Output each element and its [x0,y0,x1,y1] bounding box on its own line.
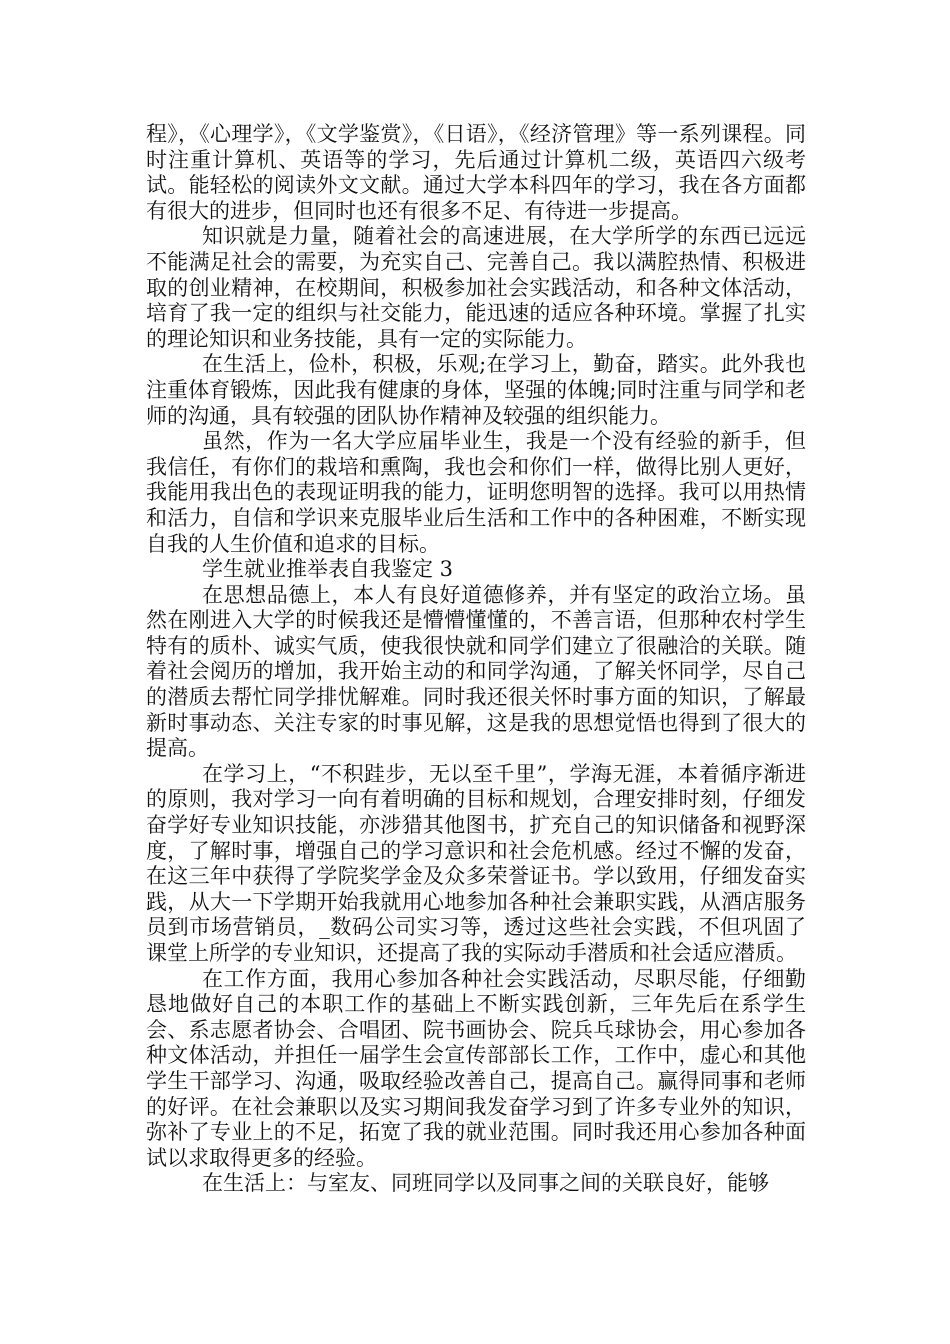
paragraph-6: 在学习上，“不积跬步，无以至千里”，学海无涯，本着循序渐进的原则，我对学习一向有着明确的目标和规划，合理安排时刻，仔细发奋学好专业知识技能，亦涉猎其他图书，扩充自己的知识储备和视野深度，了解时事，增强自己的学习意识和社会危机感。经过不懈的发奋，在这三年中获得了学院奖学金及众多荣誉证书。学以致用，仔细发奋实践，从大一下学期开始我就用心地参加各种社会兼职实践，从酒店服务员到市场营销员，_数码公司实习等，透过这些社会实践，不但巩固了课堂上所学的专业知识，还提高了我的实际动手潜质和社会适应潜质。 [146,761,806,965]
paragraph-8: 在生活上：与室友、同班同学以及同事之间的关联良好，能够 [202,1171,769,1196]
paragraph-2: 知识就是力量，随着社会的高速进展，在大学所学的东西已远远不能满足社会的需要，为充实自己、完善自己。我以满腔热情、积极进取的创业精神，在校期间，积极参加社会实践活动，和各种文体活动，培育了我一定的组织与社交能力，能迅速的适应各种环境。掌握了扎实的理论知识和业务技能，具有一定的实际能力。 [146,224,806,351]
paragraph-7: 在工作方面，我用心参加各种社会实践活动，尽职尽能，仔细勤恳地做好自己的本职工作的基础上不断实践创新，三年先后在系学生会、系志愿者协会、合唱团、院书画协会、院兵乓球协会，用心参加各种文体活动，并担任一届学生会宣传部部长工作，工作中，虚心和其他学生干部学习、沟通，吸取经验改善自己，提高自己。赢得同事和老师的好评。在社会兼职以及实习期间我发奋学习到了许多专业外的知识，弥补了专业上的不足，拓宽了我的就业范围。同时我还用心参加各种面试以求取得更多的经验。 [146,966,806,1170]
section-heading: 学生就业推举表自我鉴定 3 [202,557,454,582]
paragraph-4: 虽然，作为一名大学应届毕业生，我是一个没有经验的新手，但我信任，有你们的栽培和熏陶，我也会和你们一样，做得比别人更好，我能用我出色的表现证明我的能力，证明您明智的选择。我可以用热情和活力，自信和学识来克服毕业后生活和工作中的各种困难，不断实现自我的人生价值和追求的目标。 [146,429,806,556]
paragraph-1: 程》，《心理学》，《文学鉴赏》，《日语》，《经济管理》等一系列课程。同时注重计算机、英语等的学习，先后通过计算机二级，英语四六级考试。能轻松的阅读外文文献。通过大学本科四年的学习，我在各方面都有很大的进步，但同时也还有很多不足、有待进一步提高。 [146,122,806,223]
paragraph-5: 在思想品德上，本人有良好道德修养，并有坚定的政治立场。虽然在刚进入大学的时候我还是懵懵懂懂的，不善言语，但那种农村学生特有的质朴、诚实气质，使我很快就和同学们建立了很融洽的关联。随着社会阅历的增加，我开始主动的和同学沟通，了解关怀同学，尽自己的潜质去帮忙同学排忧解难。同时我还很关怀时事方面的知识，了解最新时事动态、关注专家的时事见解，这是我的思想觉悟也得到了很大的提高。 [146,582,806,761]
paragraph-3: 在生活上，俭朴，积极，乐观;在学习上，勤奋，踏实。此外我也注重体育锻炼，因此我有健康的身体，坚强的体魄;同时注重与同学和老师的沟通，具有较强的团队协作精神及较强的组织能力。 [146,352,806,428]
document-body [146,122,806,1197]
